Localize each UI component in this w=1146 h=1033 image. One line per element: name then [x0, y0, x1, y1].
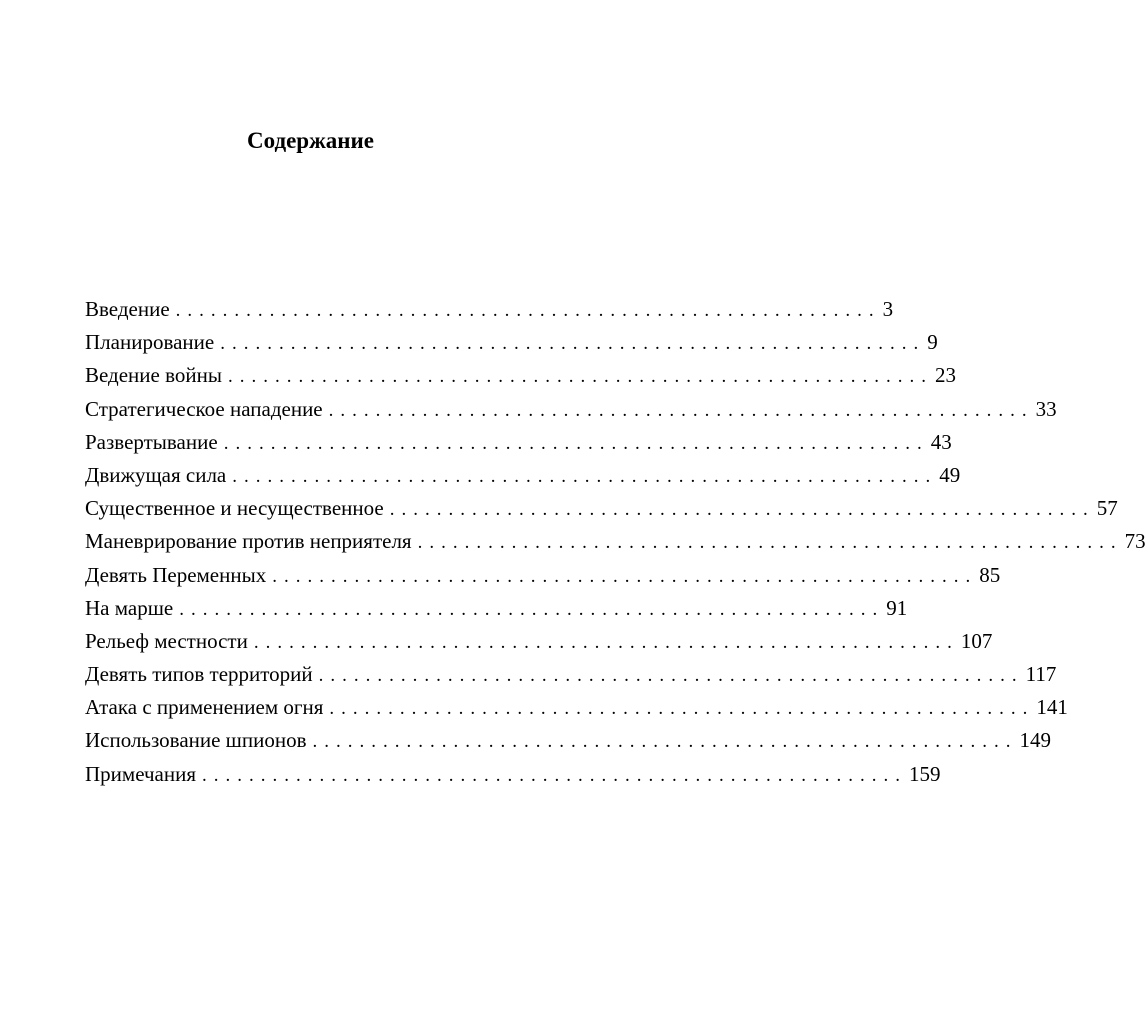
toc-dot-leader: ............................................................	[202, 764, 908, 786]
toc-dot-leader: ............................................................	[223, 432, 929, 454]
toc-dot-leader: ............................................................	[232, 465, 938, 487]
toc-dot-leader: ............................................................	[179, 598, 885, 620]
toc-entry-title: Ведение войны	[85, 363, 222, 388]
toc-entry	[85, 592, 908, 625]
toc-entry-title: Движущая сила	[85, 462, 227, 487]
toc-entry	[85, 758, 941, 791]
toc-entry	[85, 393, 1057, 426]
toc-entry	[85, 459, 961, 492]
toc-entry-page-number: 49	[939, 462, 961, 487]
toc-entry-title: Рельеф местности	[85, 628, 248, 653]
toc-entry-title: Атака с применением огня	[85, 695, 324, 720]
toc-entry-page-number: 85	[979, 562, 1001, 587]
toc-entry-title: Примечания	[85, 761, 197, 786]
toc-entry	[85, 426, 952, 459]
toc-entry-page-number: 57	[1096, 496, 1118, 521]
toc-entry-page-number: 117	[1025, 662, 1057, 687]
toc-entry	[85, 525, 1146, 558]
toc-dot-leader: ............................................................	[329, 698, 1035, 720]
toc-entry-page-number: 91	[886, 595, 908, 620]
toc-entry	[85, 359, 956, 392]
toc-dot-leader: ............................................................	[328, 399, 1034, 421]
toc-entry-page-number: 141	[1036, 695, 1068, 720]
toc-dot-leader: ............................................................	[312, 731, 1018, 753]
toc-entry-page-number: 159	[909, 761, 941, 786]
toc-entry-title: Введение	[85, 297, 170, 321]
toc-entry-page-number: 9	[927, 330, 938, 355]
toc-dot-leader: ............................................................	[318, 665, 1024, 687]
toc-entry	[85, 625, 993, 658]
toc-entry-page-number: 33	[1035, 396, 1057, 421]
table-of-contents	[85, 293, 1146, 791]
toc-entry-page-number: 73	[1124, 529, 1146, 554]
toc-entry-title: Стратегическое нападение	[85, 396, 323, 421]
toc-entry	[85, 658, 1057, 691]
toc-entry-page-number: 3	[882, 297, 894, 321]
toc-entry	[85, 492, 1118, 525]
toc-dot-leader: ............................................................	[272, 565, 978, 587]
toc-entry-title: Планирование	[85, 330, 215, 355]
toc-entry	[85, 293, 894, 326]
toc-dot-leader: ............................................................	[389, 499, 1095, 521]
toc-entry-page-number: 107	[960, 628, 993, 653]
toc-entry	[85, 559, 1001, 592]
toc-entry-title: Развертывание	[85, 429, 218, 454]
toc-entry-page-number: 23	[934, 363, 956, 388]
page-title: Содержание	[247, 128, 374, 153]
toc-entry-title: Существенное и несущественное	[85, 496, 384, 521]
toc-dot-leader: ............................................................	[227, 366, 933, 388]
toc-entry	[85, 691, 1068, 724]
toc-entry-title: На марше	[85, 595, 174, 620]
toc-entry	[85, 326, 938, 359]
toc-entry-title: Девять типов территорий	[85, 662, 313, 687]
toc-entry-title: Девять Переменных	[85, 562, 267, 587]
toc-dot-leader: ............................................................	[175, 300, 881, 321]
toc-entry-page-number: 43	[930, 429, 952, 454]
toc-entry-title: Маневрирование против неприятеля	[85, 529, 412, 554]
toc-dot-leader: ............................................................	[417, 532, 1123, 554]
toc-entry	[85, 724, 1051, 757]
toc-dot-leader: ............................................................	[253, 631, 959, 653]
toc-entry-page-number: 149	[1019, 728, 1051, 753]
toc-dot-leader: ............................................................	[220, 333, 926, 355]
toc-entry-title: Использование шпионов	[85, 728, 307, 753]
